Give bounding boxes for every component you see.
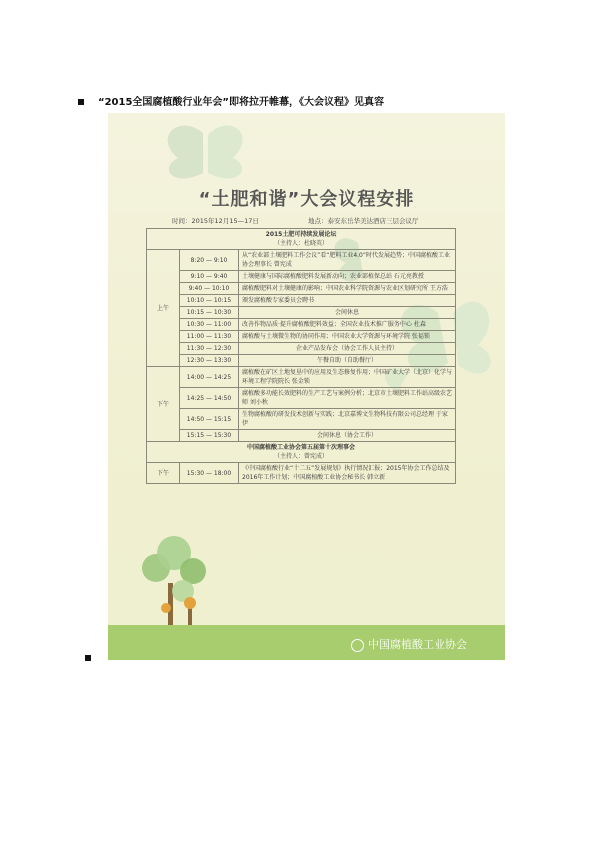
agenda-item-cell: 会间休息 (239, 307, 456, 319)
table-row (147, 250, 456, 271)
agenda-poster-image (108, 113, 505, 660)
time-cell: 8:20 — 9:10 (180, 250, 239, 271)
time-cell: 10:10 — 10:15 (180, 295, 239, 307)
agenda-item-cell: 腐植酸在矿区土地复垦中的应用及生态修复作用；中国矿业大学（北京）化学与环境工程学院院长 张金锁 (239, 367, 456, 388)
period-label: 下午 (147, 367, 180, 442)
agenda-item-cell: 土壤健康与国际腐植酸肥料发展新动向；农业部植保总站 石元亮教授 (239, 271, 456, 283)
time-cell: 10:30 — 11:00 (180, 319, 239, 331)
table-row (147, 409, 456, 430)
table-row (147, 283, 456, 295)
time-cell: 9:10 — 9:40 (180, 271, 239, 283)
agenda-item-cell: 颁发腐植酸专家委员会聘书 (239, 295, 456, 307)
table-row (147, 295, 456, 307)
table-row (147, 463, 456, 484)
table-row (147, 271, 456, 283)
agenda-item-cell: 从“农业部土壤肥料工作会议”看“肥料工业4.0”时代发展趋势；中国腐植酸工业协会理事长 曾宪成 (239, 250, 456, 271)
bullet-square-icon (85, 655, 91, 661)
table-row (147, 388, 456, 409)
table-row (147, 343, 456, 355)
poster-title: “土肥和谐”大会议程安排 (198, 189, 415, 210)
time-cell: 10:15 — 10:30 (180, 307, 239, 319)
agenda-item-cell: 腐植酸肥料对土壤健康的影响；中国农业科学院资源与农业区划研究所 王方浩 (239, 283, 456, 295)
time-cell: 11:30 — 12:30 (180, 343, 239, 355)
association-logo: 中国腐植酸工业协会 (351, 636, 467, 652)
agenda-item-cell: 午餐自助（自助餐厅） (239, 355, 456, 367)
time-cell: 14:25 — 14:50 (180, 388, 239, 409)
meeting-time: 时间：2015年12月15—17日 (172, 217, 259, 225)
time-cell: 15:15 — 15:30 (180, 430, 239, 442)
page-heading: “2015全国腐植酸行业年会”即将拉开帷幕，《大会议程》见真容 (78, 93, 518, 108)
time-cell: 9:40 — 10:10 (180, 283, 239, 295)
period-label: 下午 (147, 463, 180, 484)
agenda-item-cell: 生物腐植酸的研发技术创新与实践；北京嘉博文生物科技有限公司总经理 于家伊 (239, 409, 456, 430)
time-cell: 14:50 — 15:15 (180, 409, 239, 430)
table-row (147, 229, 456, 250)
period-label: 上午 (147, 250, 180, 367)
table-row (147, 307, 456, 319)
section-header: 中国腐植酸工业协会第五届第十次理事会 （主持人：曾宪成） (147, 442, 456, 463)
bullet-square-icon (78, 99, 84, 105)
time-cell: 14:00 — 14:25 (180, 367, 239, 388)
table-row (147, 319, 456, 331)
time-cell: 11:00 — 11:30 (180, 331, 239, 343)
agenda-item-cell: 企业产品发布会（协会工作人员主持） (239, 343, 456, 355)
agenda-item-cell: 腐植酸与土壤微生物的协同作用；中国农业大学资源与环境学院 张福锁 (239, 331, 456, 343)
wechat-icon (351, 639, 364, 652)
table-row (147, 331, 456, 343)
agenda-item-cell: 会间休息（协会工作） (239, 430, 456, 442)
table-row (147, 430, 456, 442)
agenda-item-cell: 腐植酸多功能长效肥料的生产工艺与案例分析；北京市土壤肥料工作站高级农艺师 刘小秋 (239, 388, 456, 409)
table-row (147, 442, 456, 463)
agenda-table (146, 228, 456, 484)
table-row (147, 355, 456, 367)
agenda-item-cell: 《中国腐植酸行业“十二五”发展规划》执行情况汇报；2015年协会工作总结及2016年工作计划；中国腐植酸工业协会秘书长 韩立新 (239, 463, 456, 484)
time-cell: 15:30 — 18:00 (180, 463, 239, 484)
table-row (147, 367, 456, 388)
section-header: 2015土肥可持续发展论坛 （主持人：杜晓英） (147, 229, 456, 250)
agenda-item-cell: 改善作物品质·提升腐植酸肥料效益；全国农业技术推广服务中心 杜森 (239, 319, 456, 331)
meeting-place: 地点：泰安东岳华美达酒店三层会议厅 (308, 217, 419, 225)
time-cell: 12:30 — 13:30 (180, 355, 239, 367)
